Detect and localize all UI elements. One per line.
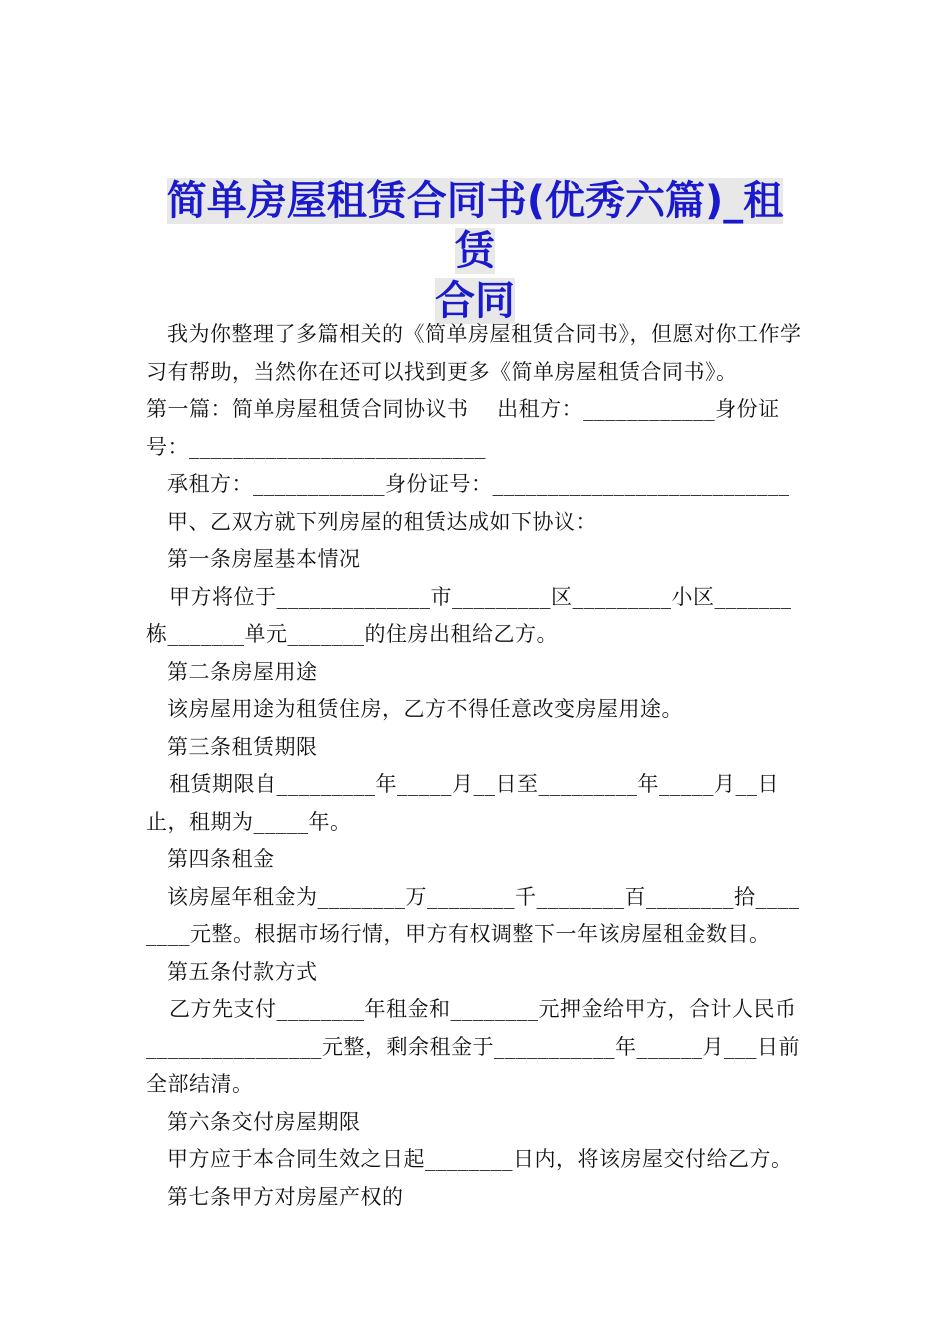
document-body [146,316,806,1216]
clause-2-heading: 第二条房屋用途 [167,659,318,684]
clause-3-text: 租赁期限自_________年_____月__日至_________年_____月__日止，租期为_____年。 [146,772,779,834]
clause-7-heading: 第七条甲方对房屋产权的 [167,1184,404,1209]
agreement-intro: 甲、乙双方就下列房屋的租赁达成如下协议： [167,509,597,534]
clause-3-heading: 第三条租赁期限 [167,734,318,759]
lessor-line: 第一篇：简单房屋租赁合同协议书 出租方：____________身份证号：___________________________ [146,397,780,459]
document-title [150,176,800,326]
clause-6-heading: 第六条交付房屋期限 [167,1109,361,1134]
clause-5-heading: 第五条付款方式 [167,959,318,984]
clause-1-text: 甲方将位于______________市_________区_________小区_______栋_______单元_______的住房出租给乙方。 [146,584,792,646]
clause-6-text: 甲方应于本合同生效之日起________日内，将该房屋交付给乙方。 [167,1147,793,1171]
clause-5-text: 乙方先支付________年租金和________元押金给甲方，合计人民币________________元整，剩余租金于___________年______月___日前全部结清。 [146,997,800,1096]
clause-1-heading: 第一条房屋基本情况 [167,547,361,571]
lessee-line: 承租方：____________身份证号：___________________________ [167,472,790,496]
clause-4-text: 该房屋年租金为________万________千________百________拾________元整。根据市场行情，甲方有权调整下一年该房屋租金数目。 [146,884,800,946]
clause-4-heading: 第四条租金 [167,847,275,871]
title-line-1: 简单房屋租赁合同书(优秀六篇)_租赁 [166,178,784,274]
clause-2-text: 该房屋用途为租赁住房，乙方不得任意改变房屋用途。 [167,697,683,721]
title-line-2: 合同 [435,278,515,324]
intro-paragraph: 我为你整理了多篇相关的《简单房屋租赁合同书》，但愿对你工作学习有帮助，当然你在还可以找到更多《简单房屋租赁合同书》。 [146,322,802,384]
